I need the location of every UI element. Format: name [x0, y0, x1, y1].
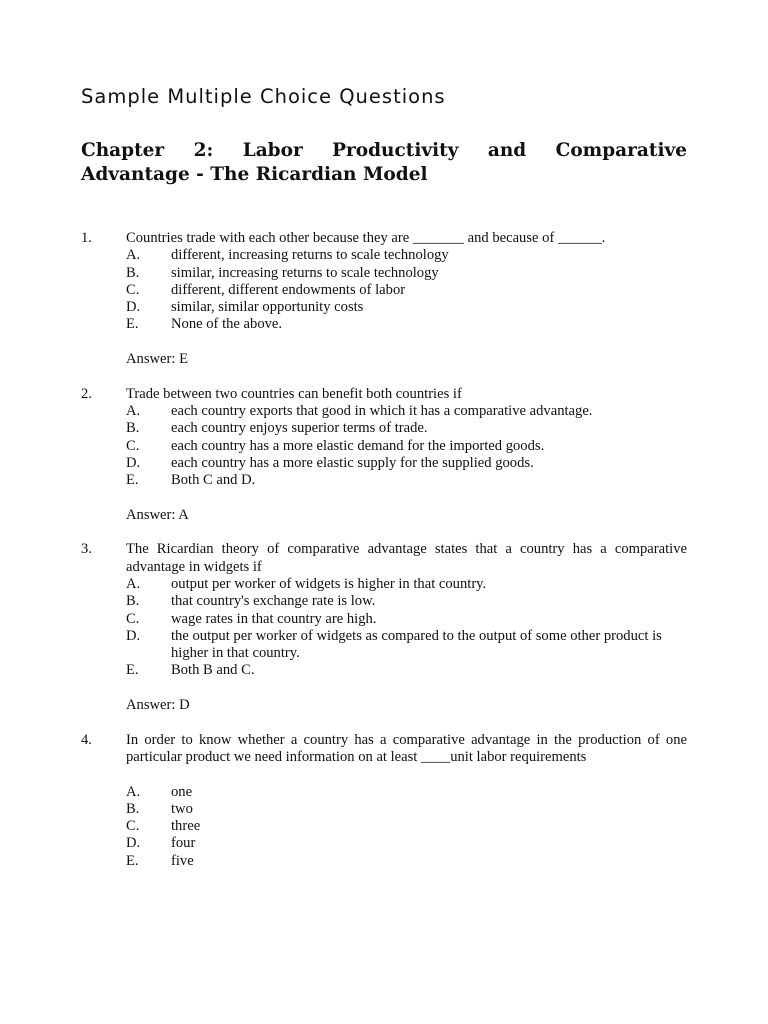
- option-letter: D.: [126, 627, 141, 644]
- option-text: different, different endowments of labor: [171, 281, 406, 298]
- option-letter: D.: [126, 299, 141, 316]
- option-letter: E.: [126, 316, 139, 333]
- option-text: similar, increasing returns to scale technology: [171, 264, 439, 281]
- option-text: five: [171, 852, 194, 869]
- option-text: each country exports that good in which it has a comparative advantage.: [171, 402, 593, 419]
- option-letter: D.: [126, 835, 141, 852]
- option-list: [126, 576, 687, 680]
- option-letter: E.: [126, 472, 139, 489]
- option-text: different, increasing returns to scale technology: [171, 247, 449, 264]
- option-letter: B.: [126, 420, 140, 437]
- option-c: [126, 282, 687, 299]
- option-letter: E.: [126, 852, 139, 869]
- option-text: Both B and C.: [171, 662, 255, 679]
- option-text: similar, similar opportunity costs: [171, 299, 364, 316]
- option-letter: C.: [126, 281, 140, 298]
- question-stem: In order to know whether a country has a comparative advantage in the production of one particular product we need information on at least ____unit labor requirements: [126, 731, 687, 765]
- option-letter: C.: [126, 610, 140, 627]
- option-text: wage rates in that country are high.: [171, 610, 377, 627]
- option-letter: A.: [126, 783, 141, 800]
- chapter-title-word: Productivity: [332, 140, 459, 161]
- option-list: [126, 403, 687, 489]
- option-text: the output per worker of widgets as compared to the output of some other product is higher in that country.: [171, 627, 662, 662]
- option-a: [126, 247, 687, 264]
- option-text: each country enjoys superior terms of trade.: [171, 420, 428, 437]
- option-c: [126, 818, 687, 835]
- blank-line: [126, 766, 687, 783]
- option-text: three: [171, 818, 201, 835]
- option-e: [126, 316, 687, 333]
- document-title: Sample Multiple Choice Questions: [81, 85, 446, 108]
- option-c: [126, 611, 687, 628]
- option-text: two: [171, 800, 193, 817]
- option-b: [126, 801, 687, 818]
- option-text: None of the above.: [171, 316, 283, 333]
- option-text: each country has a more elastic demand for the imported goods.: [171, 437, 545, 454]
- option-letter: C.: [126, 437, 140, 454]
- chapter-title-line1: [81, 139, 687, 163]
- chapter-title: [81, 139, 687, 187]
- option-letter: B.: [126, 800, 140, 817]
- option-text: that country's exchange rate is low.: [171, 593, 376, 610]
- option-e: [126, 472, 687, 489]
- option-list: [126, 247, 687, 333]
- option-letter: B.: [126, 593, 140, 610]
- option-text: output per worker of widgets is higher in that country.: [171, 575, 487, 592]
- option-letter: A.: [126, 575, 141, 592]
- option-text: each country has a more elastic supply for the supplied goods.: [171, 454, 534, 471]
- option-text: one: [171, 783, 193, 800]
- chapter-title-word: Chapter: [81, 140, 165, 161]
- option-d: [126, 299, 687, 316]
- chapter-title-word: Comparative: [555, 140, 687, 161]
- question-item: [81, 386, 687, 524]
- question-number: 3.: [81, 541, 92, 558]
- question-stem: Countries trade with each other because they are _______ and because of ______.: [126, 230, 606, 246]
- question-stem: The Ricardian theory of comparative advantage states that a country has a comparative advantage in widgets if: [126, 541, 687, 575]
- option-a: [126, 576, 687, 593]
- option-letter: D.: [126, 454, 141, 471]
- option-text: Both C and D.: [171, 472, 256, 489]
- chapter-title-word: Labor: [242, 140, 303, 161]
- answer-line: Answer: A: [126, 506, 189, 523]
- question-stem: Trade between two countries can benefit both countries if: [126, 385, 462, 402]
- question-number: 1.: [81, 230, 92, 246]
- option-d: [126, 628, 687, 663]
- option-text: four: [171, 835, 196, 852]
- option-b: [126, 420, 687, 437]
- answer-line: Answer: E: [126, 351, 189, 368]
- option-list: [126, 784, 687, 870]
- answer-line: Answer: D: [126, 697, 190, 714]
- option-a: [126, 784, 687, 801]
- option-a: [126, 403, 687, 420]
- option-letter: E.: [126, 662, 139, 679]
- chapter-title-word: and: [487, 140, 527, 161]
- option-d: [126, 455, 687, 472]
- chapter-title-line2: Advantage - The Ricardian Model: [81, 164, 428, 185]
- option-letter: C.: [126, 818, 140, 835]
- option-c: [126, 438, 687, 455]
- question-number: 2.: [81, 385, 92, 402]
- question-item: [81, 230, 687, 368]
- option-letter: B.: [126, 264, 140, 281]
- option-letter: A.: [126, 402, 141, 419]
- question-list: [81, 230, 687, 870]
- question-item: [81, 541, 687, 714]
- option-d: [126, 835, 687, 852]
- option-b: [126, 265, 687, 282]
- option-e: [126, 662, 687, 679]
- question-item: [81, 732, 687, 870]
- chapter-title-word: 2:: [193, 140, 214, 161]
- question-number: 4.: [81, 731, 92, 748]
- option-e: [126, 853, 687, 870]
- option-letter: A.: [126, 247, 141, 264]
- option-b: [126, 593, 687, 610]
